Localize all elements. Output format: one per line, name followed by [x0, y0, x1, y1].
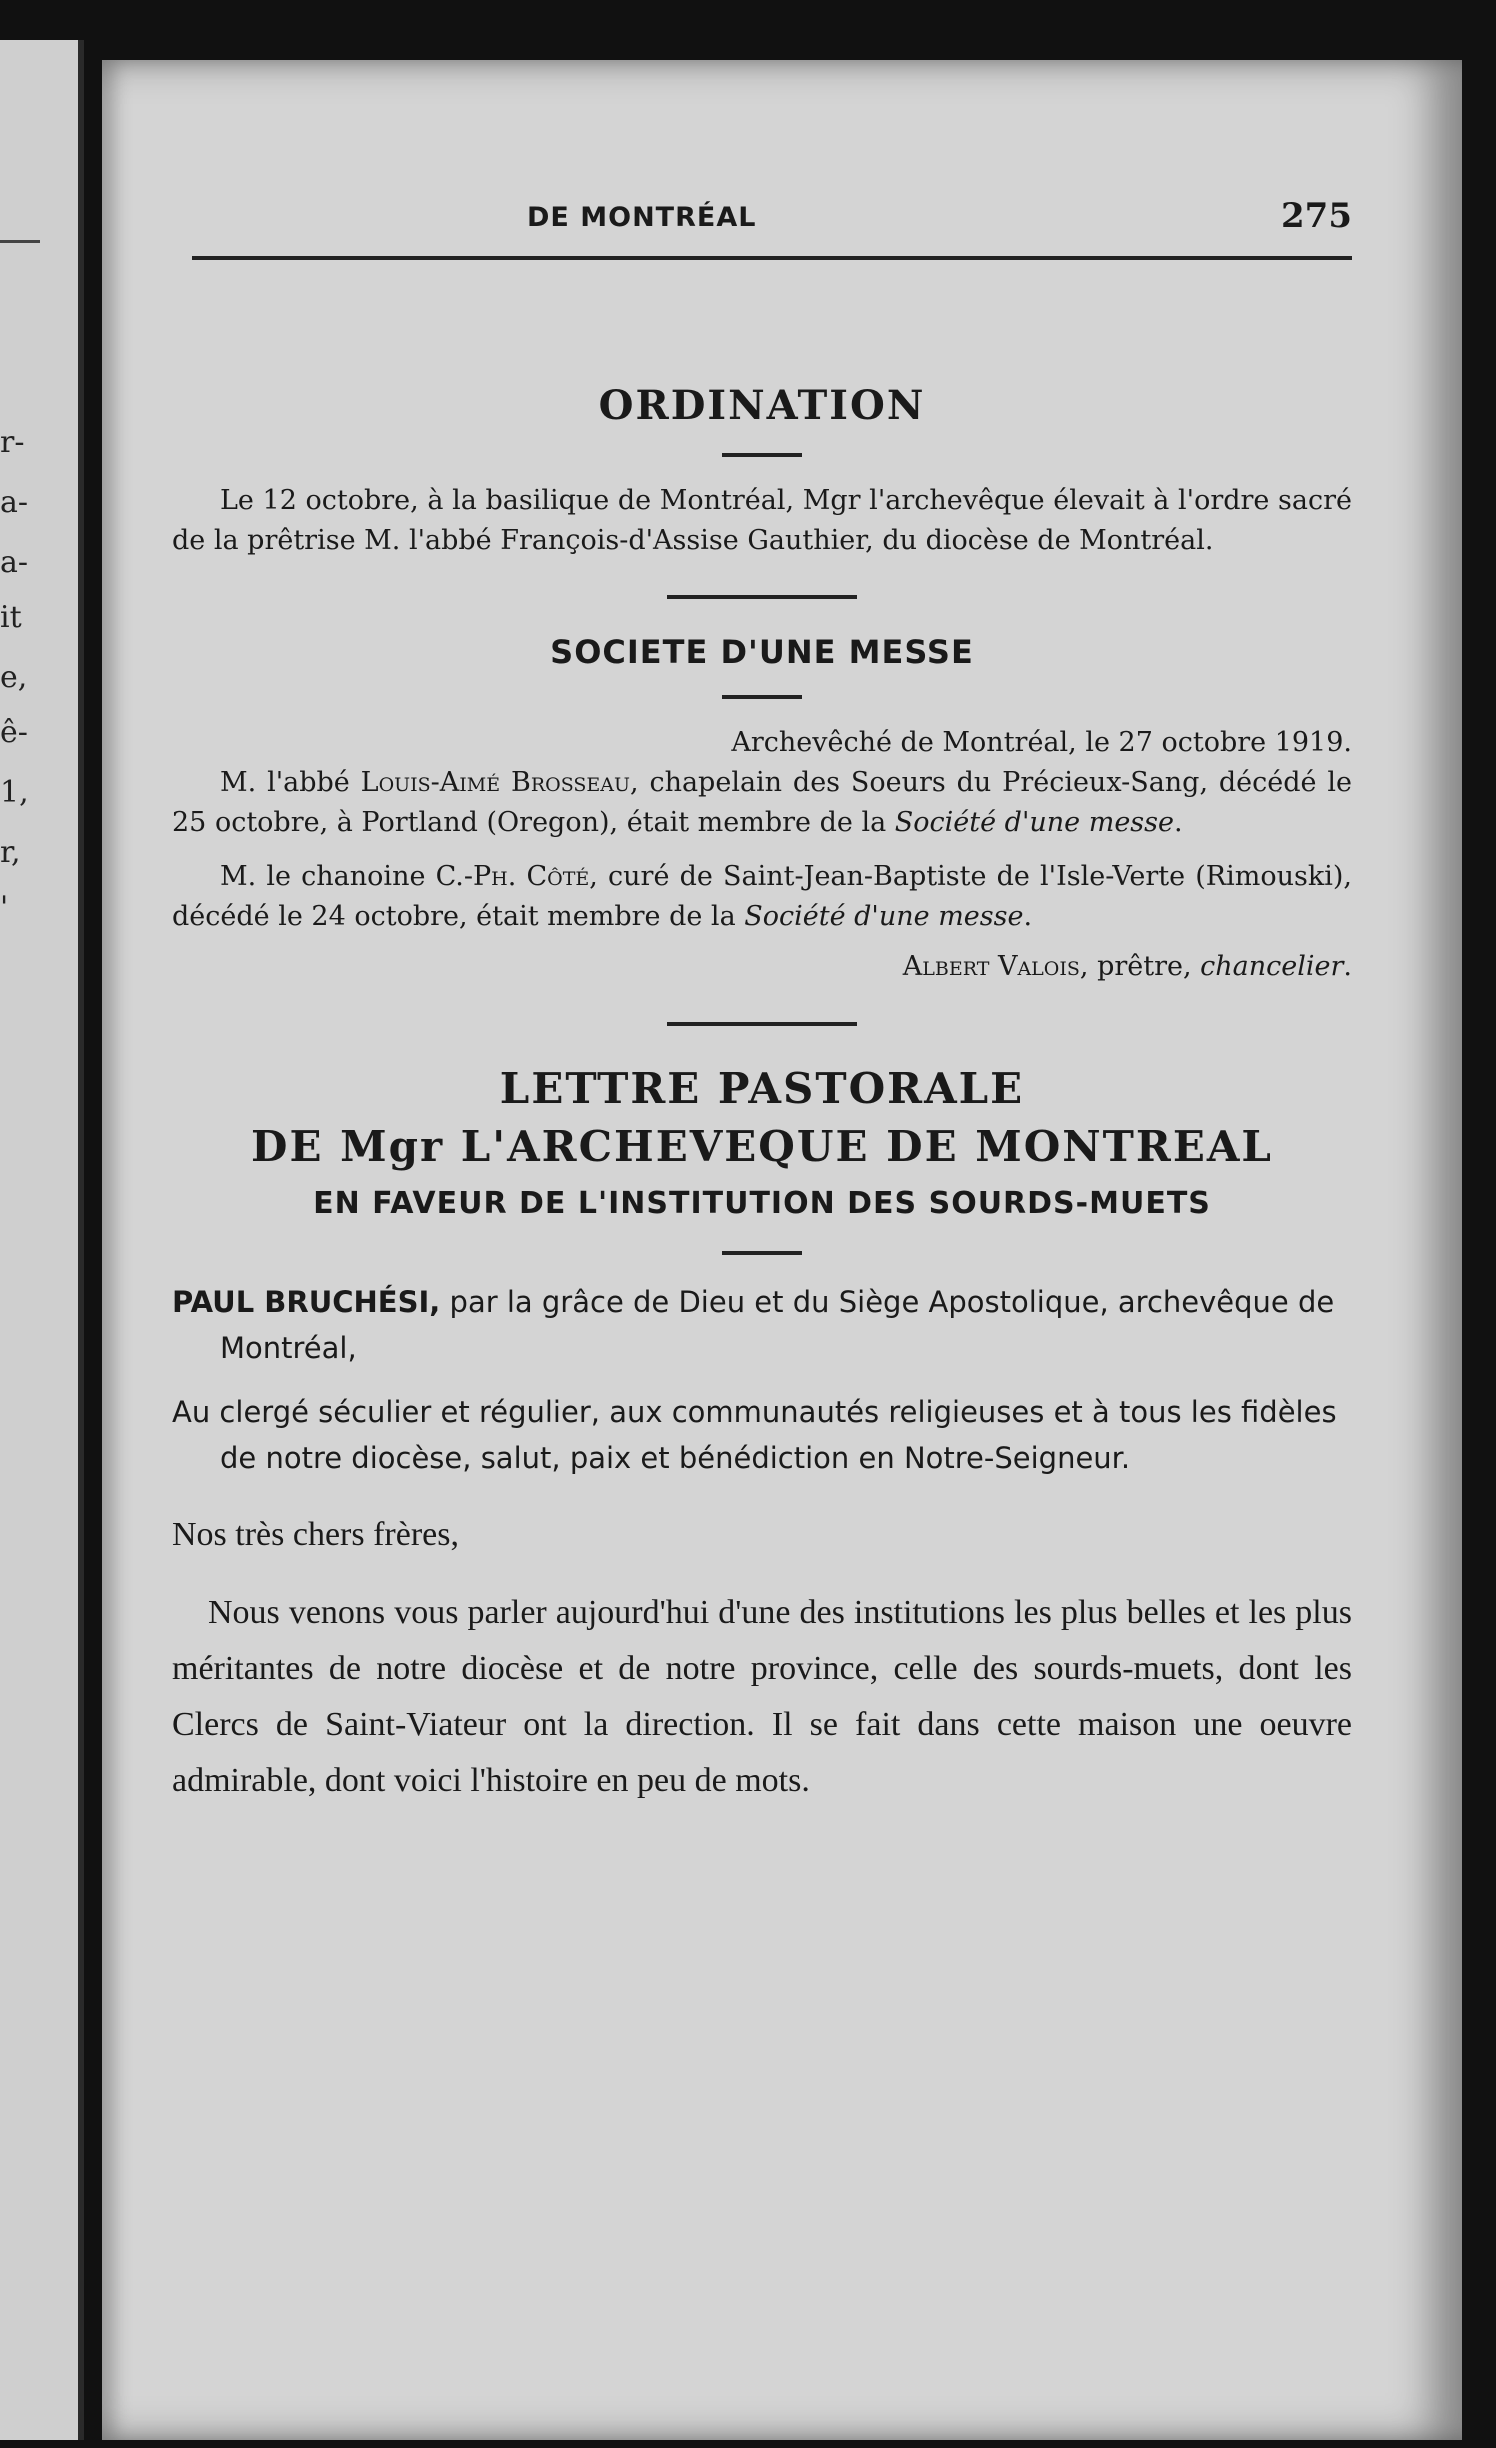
adjacent-page-fragment: ' [0, 890, 9, 925]
adjacent-page-fragment: r, [0, 835, 21, 870]
lettre-heading-line-3: EN FAVEUR DE L'INSTITUTION DES SOURDS-MUETS [313, 1186, 1211, 1221]
lettre-heading-line-1: LETTRE PASTORALE [499, 1064, 1025, 1113]
lettre-heading-line-2: DE Mgr L'ARCHEVEQUE DE MONTREAL [251, 1122, 1273, 1171]
lettre-body: Nous venons vous parler aujourd'hui d'une des institutions les plus belles et les plus méritantes de notre diocèse et de notre province, celle des sourds-muets, dont les Clercs de Saint-Viateur ont la direction. Il se fait dans cette maison une oeuvre admirable, dont voici l'histoire en peu de mots. [172, 1594, 1352, 1799]
adjacent-page-fragment: ê- [0, 715, 28, 750]
ordination-heading: ORDINATION [598, 382, 926, 429]
section-rule [722, 1251, 802, 1255]
lettre-author [172, 1279, 1352, 1371]
header-rule [192, 256, 1352, 260]
adjacent-page-fragment: r- [0, 425, 25, 460]
notice-text: . [1023, 901, 1033, 932]
section-divider [667, 595, 857, 599]
lettre-address: Au clergé séculier et régulier, aux communautés religieuses et à tous les fidèles de notre diocèse, salut, paix et bénédiction en Notre-Seigneur. [172, 1395, 1337, 1475]
notice-text: , curé de Saint-Jean-Baptiste de l'Isle-Verte (Rimouski), décédé le 24 octobre, était membre de la [172, 861, 1352, 932]
society-name: Société d'une messe [744, 901, 1024, 932]
signatory-title: chancelier [1200, 951, 1344, 982]
signatory-role: , prêtre, [1079, 951, 1201, 982]
section-divider [667, 1022, 857, 1026]
adjacent-page-fragment: a- [0, 485, 29, 520]
societe-notice-1 [172, 763, 1352, 843]
page-content [172, 360, 1352, 1809]
societe-signature [172, 951, 1352, 982]
lettre-salutation: Nos très chers frères, [172, 1516, 459, 1553]
societe-heading: SOCIETE D'UNE MESSE [550, 633, 974, 671]
section-rule [722, 453, 802, 457]
notice-text: M. l'abbé [220, 767, 361, 798]
notice-text: M. le chanoine [220, 861, 436, 892]
deceased-name: Louis-Aimé Brosseau [360, 767, 631, 798]
author-title: par la grâce de Dieu et du Siège Apostolique, archevêque de Montréal, [220, 1285, 1335, 1365]
author-name: PAUL BRUCHÉSI, [172, 1285, 441, 1319]
page-number: 275 [1281, 196, 1352, 236]
signature-end: . [1343, 951, 1352, 982]
book-page [102, 60, 1462, 2440]
adjacent-page-sliver [0, 40, 84, 2440]
notice-text: , chapelain des Soeurs du Précieux-Sang, décédé le 25 octobre, à Portland (Oregon), était membre de la [172, 767, 1352, 838]
adjacent-page-fragment: a- [0, 545, 29, 580]
running-head [172, 196, 1352, 242]
societe-dateline: Archevêché de Montréal, le 27 octobre 1919. [731, 727, 1352, 758]
societe-notice-2 [172, 857, 1352, 937]
adjacent-page-fragment: 1, [0, 775, 29, 810]
notice-text: . [1174, 807, 1183, 838]
section-rule [722, 695, 802, 699]
deceased-name: C.-Ph. Côté [435, 861, 590, 892]
adjacent-page-rule [0, 240, 40, 243]
adjacent-page-fragment: it [0, 600, 22, 635]
ordination-paragraph: Le 12 octobre, à la basilique de Montréal, Mgr l'archevêque élevait à l'ordre sacré de la prêtrise M. l'abbé François-d'Assise Gauthier, du diocèse de Montréal. [172, 485, 1352, 556]
running-title: DE MONTRÉAL [527, 202, 757, 233]
signatory-name: Albert Valois [902, 951, 1080, 982]
society-name: Société d'une messe [894, 807, 1174, 838]
adjacent-page-fragment: e, [0, 660, 28, 695]
